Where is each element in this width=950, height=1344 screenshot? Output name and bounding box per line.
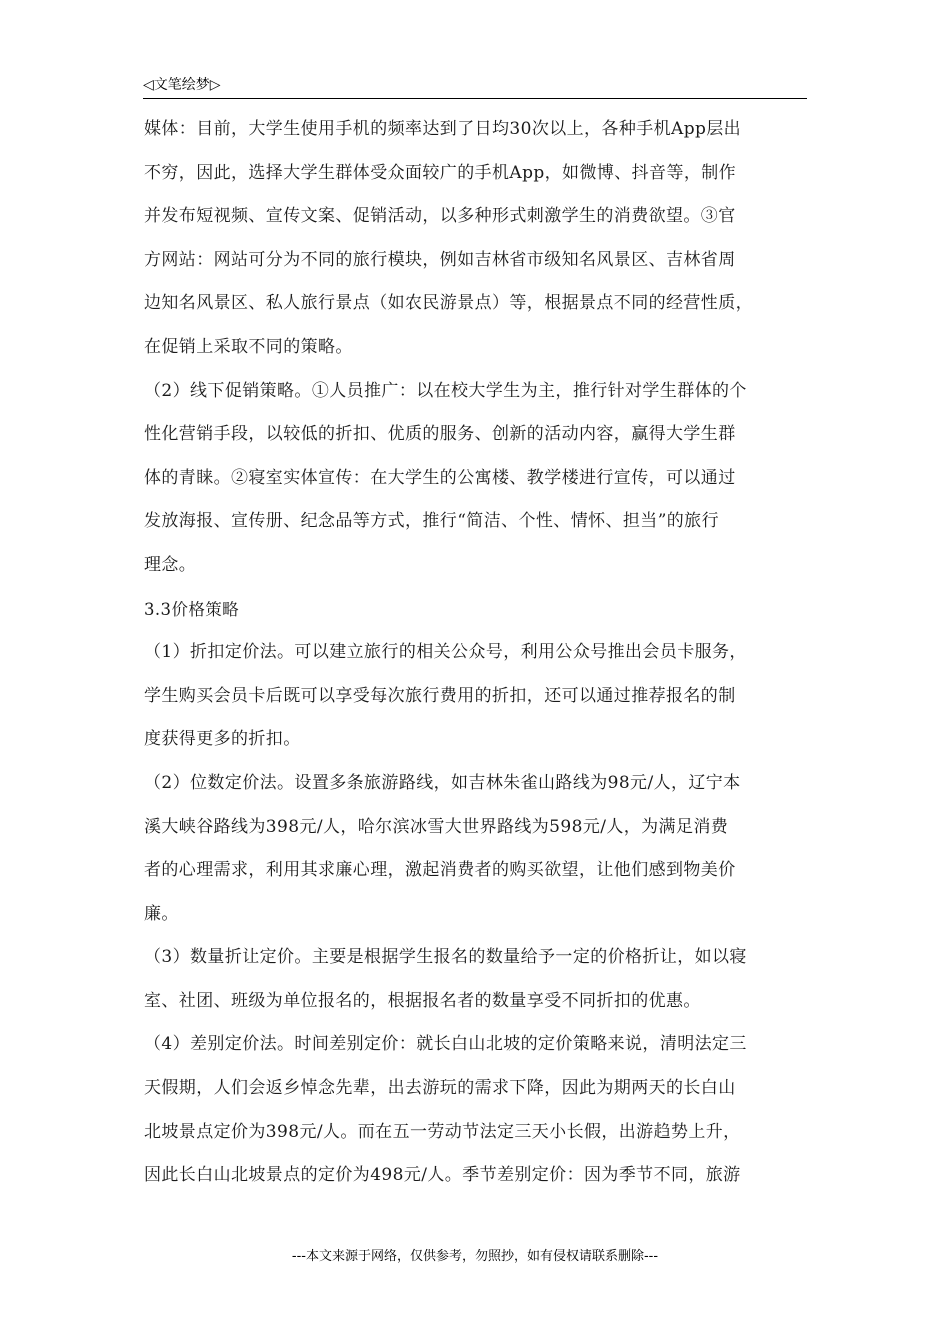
text-line: 体的青睐。②寝室实体宣传：在大学生的公寓楼、教学楼进行宣传，可以通过 bbox=[144, 467, 736, 488]
text-line: 天假期，人们会返乡悼念先辈，出去游玩的需求下降，因此为期两天的长白山 bbox=[144, 1078, 736, 1099]
text-line: 发放海报、宣传册、纪念品等方式，推行“简洁、个性、情怀、担当”的旅行 bbox=[144, 511, 719, 532]
section-heading: 3.3价格策略 bbox=[144, 599, 240, 619]
text-line: 媒体：目前，大学生使用手机的频率达到了日均30次以上，各种手机App层出 bbox=[144, 119, 742, 139]
text-line: （2）位数定价法。设置多条旅游路线，如吉林朱雀山路线为98元/人，辽宁本 bbox=[144, 772, 741, 793]
text-line: 溪大峡谷路线为398元/人，哈尔滨冰雪大世界路线为598元/人，为满足消费 bbox=[144, 816, 729, 837]
text-line: 度获得更多的折扣。 bbox=[144, 729, 301, 750]
text-line: 者的心理需求，利用其求廉心理，激起消费者的购买欲望，让他们感到物美价 bbox=[144, 860, 736, 881]
text-line: 因此长白山北坡景点的定价为498元/人。季节差别定价：因为季节不同，旅游 bbox=[144, 1165, 741, 1186]
text-line: 廉。 bbox=[144, 903, 179, 924]
text-line: 在促销上采取不同的策略。 bbox=[144, 336, 353, 357]
text-line: 不穷，因此，选择大学生群体受众面较广的手机App，如微博、抖音等，制作 bbox=[144, 162, 737, 183]
text-line: 北坡景点定价为398元/人。而在五一劳动节法定三天小长假，出游趋势上升， bbox=[144, 1121, 741, 1142]
text-line: 边知名风景区、私人旅行景点（如农民游景点）等，根据景点不同的经营性质， bbox=[144, 293, 753, 314]
text-line: 性化营销手段，以较低的折扣、优质的服务、创新的活动内容，赢得大学生群 bbox=[144, 424, 736, 445]
document-body bbox=[144, 108, 808, 1198]
page-footer: ---本文来源于网络，仅供参考，勿照抄，如有侵权请联系删除--- bbox=[291, 1249, 659, 1264]
text-line: （1）折扣定价法。可以建立旅行的相关公众号，利用公众号推出会员卡服务， bbox=[144, 642, 747, 663]
text-line: 室、社团、班级为单位报名的，根据报名者的数量享受不同折扣的优惠。 bbox=[144, 990, 701, 1011]
text-line: （3）数量折让定价。主要是根据学生报名的数量给予一定的价格折让，如以寝 bbox=[144, 947, 747, 968]
text-line: 方网站：网站可分为不同的旅行模块，例如吉林省市级知名风景区、吉林省周 bbox=[144, 249, 736, 270]
text-line: （2）线下促销策略。①人员推广：以在校大学生为主，推行针对学生群体的个 bbox=[144, 380, 747, 401]
page-header bbox=[143, 74, 807, 99]
text-line: （4）差别定价法。时间差别定价：就长白山北坡的定价策略来说，清明法定三 bbox=[144, 1034, 747, 1055]
text-line: 学生购买会员卡后既可以享受每次旅行费用的折扣，还可以通过推荐报名的制 bbox=[144, 685, 736, 706]
text-line: 理念。 bbox=[144, 554, 197, 575]
text-line: 并发布短视频、宣传文案、促销活动，以多种形式刺激学生的消费欲望。③官 bbox=[144, 206, 736, 227]
header-title: ◁文笔绘梦▷ bbox=[143, 77, 221, 93]
